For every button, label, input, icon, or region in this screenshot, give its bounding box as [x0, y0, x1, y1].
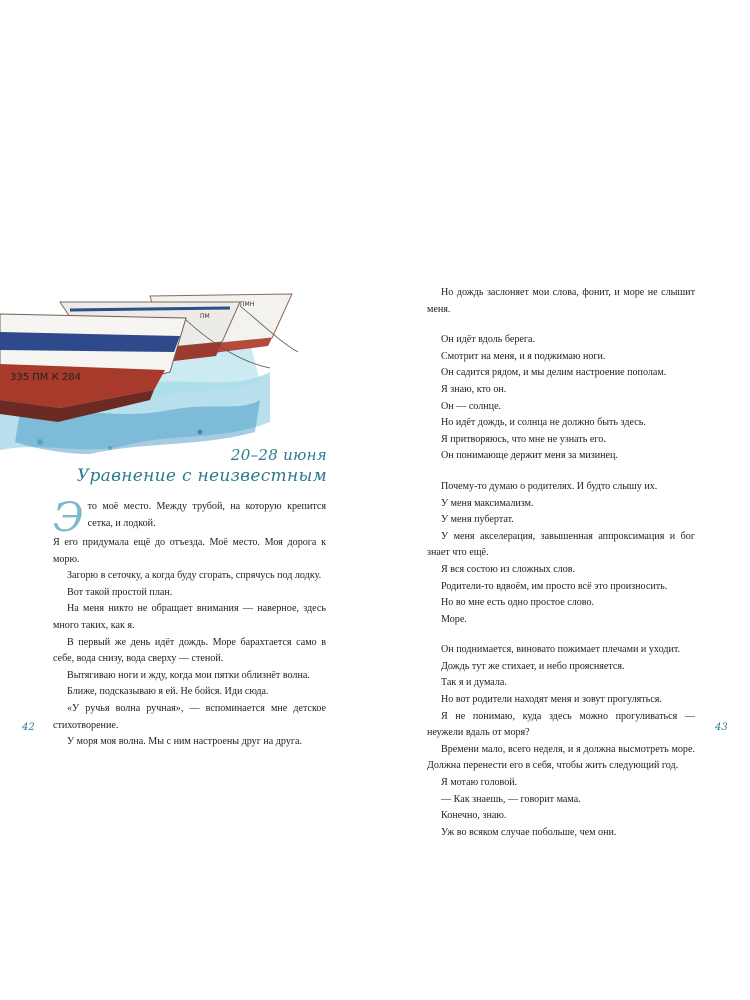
- paragraph: Я его придумала ещё до отъезда. Моё место. Моя дорога к морю.: [53, 537, 326, 565]
- paragraph: Он — солнце.: [441, 400, 502, 412]
- paragraph: Но идёт дождь, и солнца не должно быть здесь.: [441, 417, 646, 429]
- paragraph: У меня акселерация, завышенная аппроксимация и бог знает что ещё.: [427, 530, 695, 559]
- chapter-title: Уравнение с неизвестным: [76, 466, 327, 486]
- paragraph: Вытягиваю ноги и жду, когда мои пятки облизнёт волна.: [67, 669, 310, 681]
- paragraph: Я вся состою из сложных слов.: [441, 563, 576, 575]
- boat-number-middle: ПМ: [200, 313, 210, 320]
- first-paragraph-text: то моё место. Между трубой, на которую крепится сетка, и лодкой.: [87, 501, 326, 529]
- paragraph: Вот такой простой план.: [67, 586, 173, 598]
- paragraph: Смотрит на меня, и я поджимаю ноги.: [441, 350, 606, 362]
- paragraph: У меня пубертат.: [441, 514, 514, 526]
- paragraph: Конечно, знаю.: [441, 810, 507, 822]
- boat-number-front: 335 ПМ К 284: [10, 372, 81, 383]
- right-page-text: [427, 285, 695, 841]
- paragraph: — Как знаешь, — говорит мама.: [441, 793, 581, 805]
- boat-number-back: ПМН: [240, 301, 255, 308]
- paragraph: Он идёт вдоль берега.: [441, 334, 536, 346]
- paragraph: Он поднимается, виновато пожимает плечами и уходит.: [441, 644, 681, 656]
- paragraph: Он садится рядом, и мы делим настроение пополам.: [441, 367, 667, 379]
- drop-cap: Э: [53, 495, 84, 541]
- paragraph: На меня никто не обращает внимания — наверное, здесь много таких, как я.: [53, 603, 326, 631]
- paragraph: Родители-то вдвоём, им просто всё это произносить.: [441, 580, 668, 592]
- first-paragraph: [53, 495, 326, 541]
- page-number-left: 42: [22, 722, 35, 733]
- paragraph: Я мотаю головой.: [441, 777, 518, 789]
- paragraph: У моря моя волна. Мы с ним настроены друг на друга.: [67, 736, 303, 748]
- paragraph: Я притворяюсь, что мне не узнать его.: [441, 433, 606, 445]
- paragraph: Загорю в сеточку, а когда буду сгорать, спрячусь под лодку.: [67, 570, 322, 582]
- paragraph: Уж во всяком случае побольше, чем они.: [441, 826, 617, 838]
- paragraph: Но во мне есть одно простое слово.: [441, 597, 595, 609]
- paragraph: Но вот родители находят меня и зовут прогуляться.: [441, 694, 662, 706]
- paragraph: Но дождь заслоняет мои слова, фонит, и море не слышит меня.: [427, 287, 695, 315]
- paragraph: Я не понимаю, куда здесь можно прогуливаться — неужели вдаль от моря?: [427, 710, 695, 739]
- boats-watercolor-illustration: [0, 272, 300, 457]
- paragraph: Дождь тут же стихает, и небо проясняется.: [441, 660, 625, 672]
- paragraph: Так я и думала.: [441, 677, 507, 689]
- paragraph: У меня максимализм.: [441, 497, 534, 509]
- paragraph: Я знаю, кто он.: [441, 383, 507, 395]
- page-number-right: 43: [715, 722, 728, 733]
- paragraph: Почему-то думаю о родителях. И будто слышу их.: [441, 480, 658, 492]
- left-page-text: [53, 495, 326, 751]
- paragraph: Времени мало, всего неделя, и я должна высмотреть море. Должна перенести его в себя, чтобы жить следующий год.: [427, 743, 695, 772]
- paragraph: Он понимающе держит меня за мизинец.: [441, 450, 618, 462]
- paragraph: В первый же день идёт дождь. Море барахтается само в себе, вода снизу, вода сверху — стеной.: [53, 636, 326, 665]
- paragraph: Море.: [441, 613, 467, 625]
- paragraph: Ближе, подсказываю я ей. Не бойся. Иди сюда.: [67, 686, 269, 698]
- paragraph: «У ручья волна ручная», — вспоминается мне детское стихотворение.: [53, 702, 326, 731]
- chapter-date: 20–28 июня: [230, 446, 327, 464]
